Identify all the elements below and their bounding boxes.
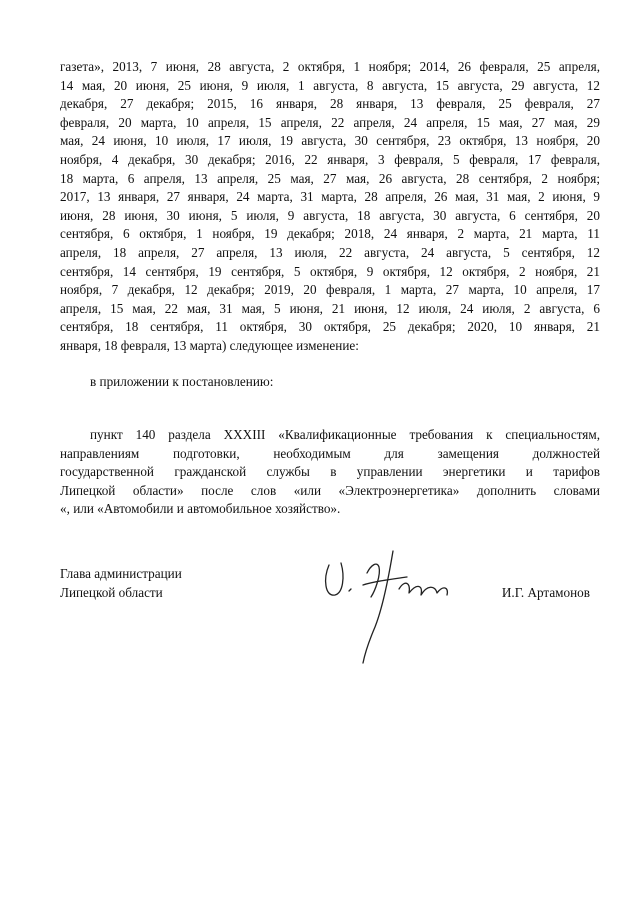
handwritten-signature bbox=[315, 545, 465, 670]
signatory-title bbox=[60, 565, 182, 602]
text-line: сентября, 14 сентября, 19 сентября, 5 октября, 9 октября, 12 октября, 2 ноября, 21 bbox=[60, 263, 600, 279]
text-line: Липецкой области» после слов «или «Электроэнергетика» дополнить словами bbox=[60, 482, 600, 498]
text-line: «, или «Автомобили и автомобильное хозяйство». bbox=[60, 501, 341, 517]
text-line: пункт 140 раздела XXXIII «Квалификационные требования к специальностям, bbox=[90, 427, 600, 442]
appendix-paragraph bbox=[60, 373, 600, 392]
text-line: газета», 2013, 7 июня, 28 августа, 2 октября, 1 ноября; 2014, 26 февраля, 25 апреля, bbox=[60, 59, 600, 74]
text-line: государственной гражданской службы в управлении энергетики и тарифов bbox=[60, 464, 600, 480]
text-line: декабря, 27 декабря; 2015, 16 января, 28 января, 13 февраля, 25 февраля, 27 bbox=[60, 96, 600, 112]
signature-block bbox=[60, 565, 600, 675]
intro-paragraph bbox=[60, 58, 600, 356]
text-line: в приложении к постановлению: bbox=[90, 374, 274, 389]
text-line: 18 марта, 6 апреля, 13 апреля, 25 мая, 27 мая, 26 августа, 28 сентября, 2 ноября; bbox=[60, 170, 600, 186]
text-line: февраля, 20 марта, 10 апреля, 15 апреля, 22 апреля, 24 апреля, 15 мая, 27 мая, 29 bbox=[60, 114, 600, 130]
text-line: июня, 28 июня, 30 июня, 5 июля, 9 августа, 18 августа, 30 августа, 6 сентября, 20 bbox=[60, 207, 600, 223]
text-line: ноября, 7 декабря, 12 декабря; 2019, 20 февраля, 1 марта, 27 марта, 10 апреля, 17 bbox=[60, 282, 600, 298]
text-line: 14 мая, 20 июня, 25 июня, 9 июля, 1 августа, 8 августа, 15 августа, 29 августа, 12 bbox=[60, 77, 600, 93]
clause-paragraph bbox=[60, 426, 600, 519]
text-line: мая, 24 июня, 10 июля, 17 июля, 19 августа, 30 сентября, 23 октября, 13 ноября, 20 bbox=[60, 133, 600, 149]
text-line: сентября, 18 сентября, 11 октября, 30 октября, 25 декабря; 2020, 10 января, 21 bbox=[60, 319, 600, 335]
text-line: апреля, 15 мая, 22 мая, 31 мая, 5 июня, 21 июня, 12 июля, 24 июля, 2 августа, 6 bbox=[60, 300, 600, 316]
text-line: января, 18 февраля, 13 марта) следующее изменение: bbox=[60, 337, 359, 353]
signatory-title-line: Глава администрации bbox=[60, 566, 182, 581]
text-line: ноября, 4 декабря, 30 декабря; 2016, 22 января, 3 февраля, 5 февраля, 17 февраля, bbox=[60, 151, 600, 167]
text-line: апреля, 18 апреля, 27 апреля, 13 июля, 22 августа, 24 августа, 5 сентября, 12 bbox=[60, 244, 600, 260]
signatory-name: И.Г. Артамонов bbox=[501, 585, 590, 600]
text-line: направлениям подготовки, необходимым для замещения должностей bbox=[60, 445, 600, 461]
text-line: сентября, 6 октября, 1 ноября, 19 декабря; 2018, 24 января, 2 марта, 21 марта, 11 bbox=[60, 226, 600, 242]
signatory-title-line: Липецкой области bbox=[60, 584, 163, 600]
text-line: 2017, 13 января, 27 января, 24 марта, 31 марта, 28 апреля, 26 мая, 31 мая, 2 июня, 9 bbox=[60, 189, 600, 205]
